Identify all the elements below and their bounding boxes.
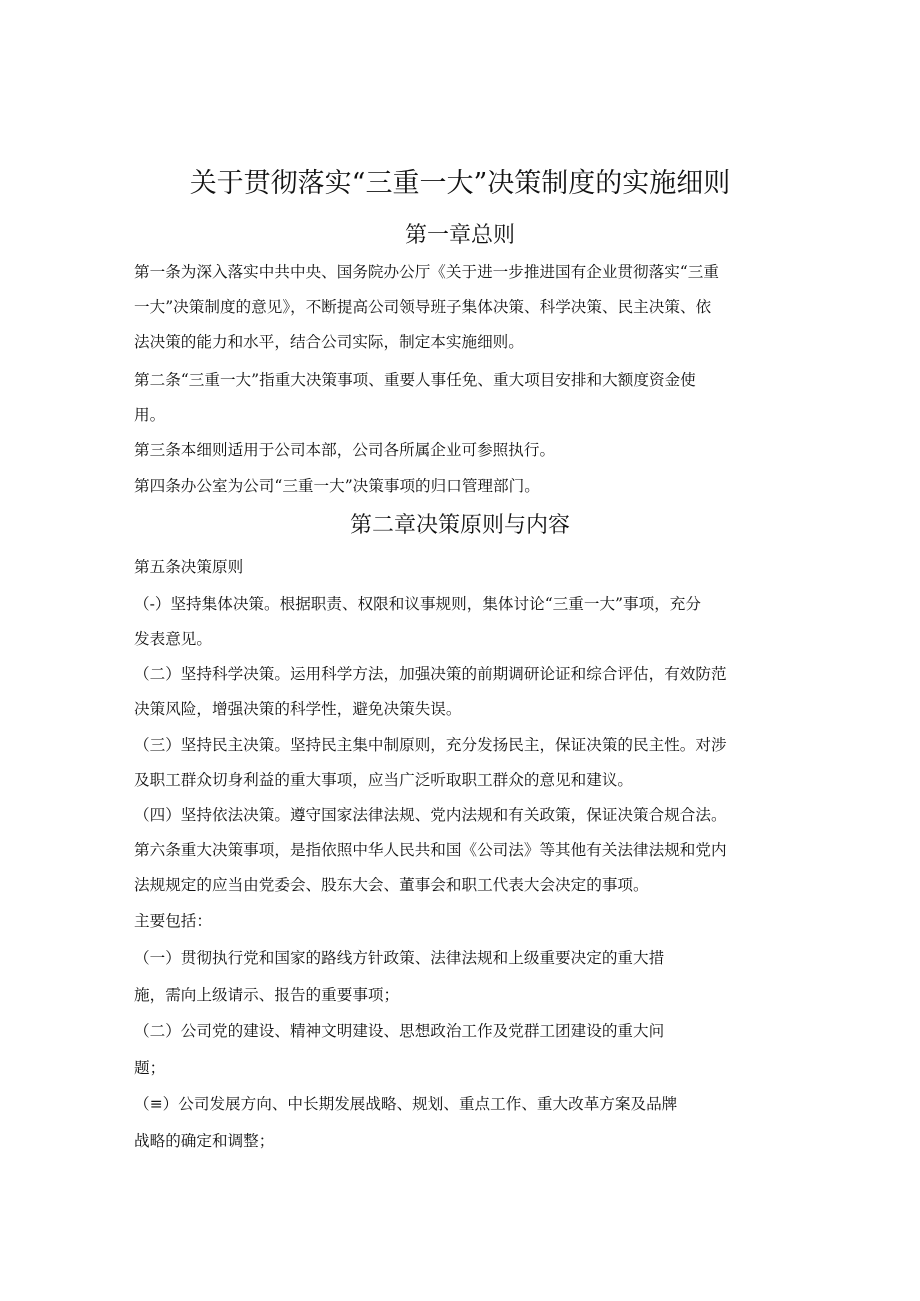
text-line: 决策风险，增强决策的科学性，避免决策失误。: [134, 700, 462, 718]
text-line: 第一条为深入落实中共中央、国务院办公厅《关于进一步推进国有企业贯彻落实“三重: [134, 263, 719, 281]
text-line: （三）坚持民主决策。坚持民主集中制原则，充分发扬民主，保证决策的民主性。对涉: [134, 736, 727, 754]
text-line: （≡）公司发展方向、中长期发展战略、规划、重点工作、重大改革方案及品牌: [134, 1095, 678, 1113]
text-line: 第六条重大决策事项，是指依照中华人民共和国《公司法》等其他有关法律法规和党内: [134, 841, 727, 859]
item-2: [134, 1014, 786, 1086]
text-line: （一）贯彻执行党和国家的路线方针政策、法律法规和上级重要决定的重大措: [134, 949, 665, 967]
article-4: [134, 469, 786, 504]
text-line: 战略的确定和调整；: [134, 1132, 275, 1150]
principle-4: [134, 798, 786, 833]
text-line: 第五条决策原则: [134, 558, 244, 576]
text-line: （-）坚持集体决策。根据职责、权限和议事规则，集体讨论“三重一大”事项，充分: [134, 595, 701, 613]
principle-3: [134, 728, 786, 798]
document-title: 关于贯彻落实“三重一大”决策制度的实施细则: [189, 168, 731, 199]
text-line: 用。: [134, 406, 166, 424]
principle-1: [134, 587, 786, 657]
text-line: 主要包括：: [134, 912, 212, 930]
article-3: [134, 433, 786, 468]
text-line: 发表意见。: [134, 630, 212, 648]
article-5: [134, 550, 786, 585]
text-line: 题；: [134, 1059, 166, 1077]
text-line: 第二条“三重一大”指重大决策事项、重要人事任免、重大项目安排和大额度资金使: [134, 371, 696, 389]
chapter-2-heading: 第二章决策原则与内容: [349, 513, 570, 538]
article-1: [134, 255, 786, 360]
chapter-1-heading: 第一章总则: [404, 223, 515, 248]
text-line: 一大”决策制度的意见》，不断提高公司领导班子集体决策、科学决策、民主决策、依: [134, 298, 712, 316]
text-line: （四）坚持依法决策。遵守国家法律法规、党内法规和有关政策，保证决策合规合法。: [134, 806, 727, 824]
text-line: （二）坚持科学决策。运用科学方法，加强决策的前期调研论证和综合评估，有效防范: [134, 665, 727, 683]
article-2: [134, 363, 786, 433]
principle-2: [134, 657, 786, 727]
text-line: 第四条办公室为公司“三重一大”决策事项的归口管理部门。: [134, 477, 540, 495]
text-line: 施，需向上级请示、报告的重要事项；: [134, 986, 400, 1004]
text-line: （二）公司党的建设、精神文明建设、思想政治工作及党群工团建设的重大问: [134, 1022, 665, 1040]
text-line: 法规规定的应当由党委会、股东大会、董事会和职工代表大会决定的事项。: [134, 876, 649, 894]
text-line: 第三条本细则适用于公司本部，公司各所属企业可参照执行。: [134, 441, 556, 459]
main-includes: [134, 904, 786, 939]
article-6: [134, 833, 786, 903]
item-1: [134, 941, 786, 1013]
text-line: 法决策的能力和水平，结合公司实际，制定本实施细则。: [134, 333, 524, 351]
item-3: [134, 1087, 786, 1159]
text-line: 及职工群众切身利益的重大事项，应当广泛听取职工群众的意见和建议。: [134, 771, 634, 789]
